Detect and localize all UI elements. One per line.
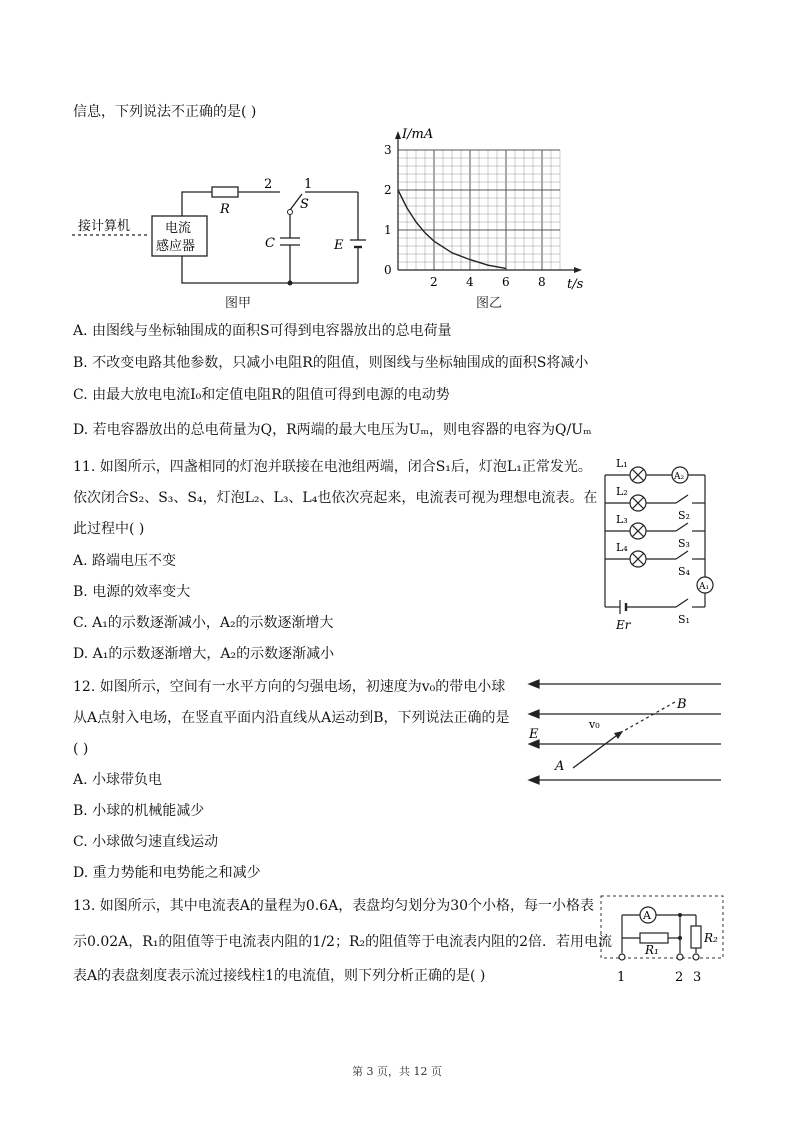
figure-q13-circuit [598, 893, 728, 993]
lamp-l2-label: L₂ [616, 485, 628, 498]
velocity-v0-label: v₀ [589, 718, 600, 731]
figure-yi-caption: 图乙 [476, 296, 503, 311]
ammeter-a2-label: A₂ [674, 472, 685, 482]
switch-s3-label: S₃ [678, 537, 690, 550]
q10-option-a: A. 由图线与坐标轴围成的面积S可得到电容器放出的总电荷量 [73, 323, 452, 339]
q12-option-d: D. 重力势能和电势能之和减少 [73, 865, 261, 881]
resistor-r2-label: R₂ [704, 931, 718, 945]
label-R: R [220, 202, 230, 217]
figure-q11-circuit [600, 455, 730, 635]
ammeter-a1-label: A₁ [699, 582, 710, 592]
lamp-l1-label: L₁ [616, 457, 628, 470]
label-computer: 接计算机 [78, 219, 131, 234]
q11-option-b: B. 电源的效率变大 [73, 584, 191, 600]
terminal-1-label: 1 [617, 970, 626, 985]
label-C: C [265, 236, 275, 251]
q11-option-c: C. A₁的示数逐渐减小，A₂的示数逐渐增大 [73, 615, 334, 631]
q11-stem-2: 依次闭合S₂、S₃、S₄，灯泡L₂、L₃、L₄也依次亮起来，电流表可视为理想电流表。在 [73, 490, 598, 506]
q10-option-d: D. 若电容器放出的总电荷量为Q，R两端的最大电压为Uₘ，则电容器的电容为Q/Uₘ [73, 422, 592, 438]
q12-stem-2: 从A点射入电场，在竖直平面内沿直线从A运动到B，下列说法正确的是 [73, 710, 510, 726]
lamp-l4-label: L₄ [616, 541, 628, 554]
y-tick-label: 1 [384, 223, 392, 237]
q10-option-c: C. 由最大放电电流I₀和定值电阻R的阻值可得到电源的电动势 [73, 387, 450, 403]
field-e-label: E [529, 727, 539, 742]
point-a-label: A [555, 759, 565, 774]
q12-option-c: C. 小球做匀速直线运动 [73, 834, 219, 850]
ammeter-a-label: A [643, 909, 651, 922]
y-tick-label: 2 [384, 183, 392, 197]
x-tick-label: 4 [466, 275, 474, 289]
x-axis-label: t/s [567, 277, 584, 292]
q12-option-a: A. 小球带负电 [73, 772, 163, 788]
q13-stem-2: 示0.02A，R₁的阻值等于电流表内阻的1/2；R₂的阻值等于电流表内阻的2倍．若用电流 [73, 934, 613, 950]
figure-q12-field [525, 672, 725, 797]
terminal-3-label: 3 [693, 970, 702, 985]
label-1: 1 [304, 177, 313, 192]
y-tick-label: 3 [384, 143, 392, 157]
q13-stem-3: 表A的表盘刻度表示流过接线柱1的电流值，则下列分析正确的是( ) [73, 968, 486, 984]
q12-stem-3: ( ) [73, 741, 89, 757]
q12-option-b: B. 小球的机械能减少 [73, 803, 205, 819]
x-tick-label: 2 [430, 275, 438, 289]
switch-s4-label: S₄ [678, 565, 690, 578]
y-axis-label: I/mA [402, 127, 434, 142]
battery-er-label: Er [616, 618, 631, 632]
figure-yi-chart [370, 125, 595, 295]
x-tick-label: 8 [538, 275, 546, 289]
terminal-2-label: 2 [675, 970, 684, 985]
q11-option-a: A. 路端电压不变 [73, 553, 177, 569]
label-sensor-2: 感应器 [156, 239, 196, 254]
q12-stem-1: 12. 如图所示，空间有一水平方向的匀强电场，初速度为v₀的带电小球 [73, 679, 506, 695]
label-E: E [334, 238, 344, 253]
label-sensor-1: 电流 [165, 221, 192, 236]
x-tick-label: 6 [502, 275, 510, 289]
switch-s2-label: S₂ [678, 509, 690, 522]
q11-option-d: D. A₁的示数逐渐增大，A₂的示数逐渐减小 [73, 646, 335, 662]
label-2: 2 [264, 177, 273, 192]
q10-option-b: B. 不改变电路其他参数，只减小电阻R的阻值，则图线与坐标轴围成的面积S将减小 [73, 355, 589, 371]
y-tick-label: 0 [384, 263, 392, 277]
label-S: S [300, 197, 309, 212]
question-10-stem-tail: 信息，下列说法不正确的是( ) [73, 104, 257, 120]
q11-stem-3: 此过程中( ) [73, 521, 145, 537]
resistor-r1-label: R₁ [645, 943, 659, 957]
figure-jia-caption: 图甲 [225, 296, 252, 311]
lamp-l3-label: L₃ [616, 513, 628, 526]
q13-stem-1: 13. 如图所示，其中电流表A的量程为0.6A，表盘均匀划分为30个小格，每一小格表 [73, 898, 595, 914]
point-b-label: B [677, 697, 687, 712]
page-footer: 第 3 页，共 12 页 [352, 1065, 442, 1078]
switch-s1-label: S₁ [678, 613, 690, 626]
figure-jia-circuit [70, 170, 370, 315]
q11-stem-1: 11. 如图所示，四盏相同的灯泡并联接在电池组两端，闭合S₁后，灯泡L₁正常发光。 [73, 459, 592, 475]
